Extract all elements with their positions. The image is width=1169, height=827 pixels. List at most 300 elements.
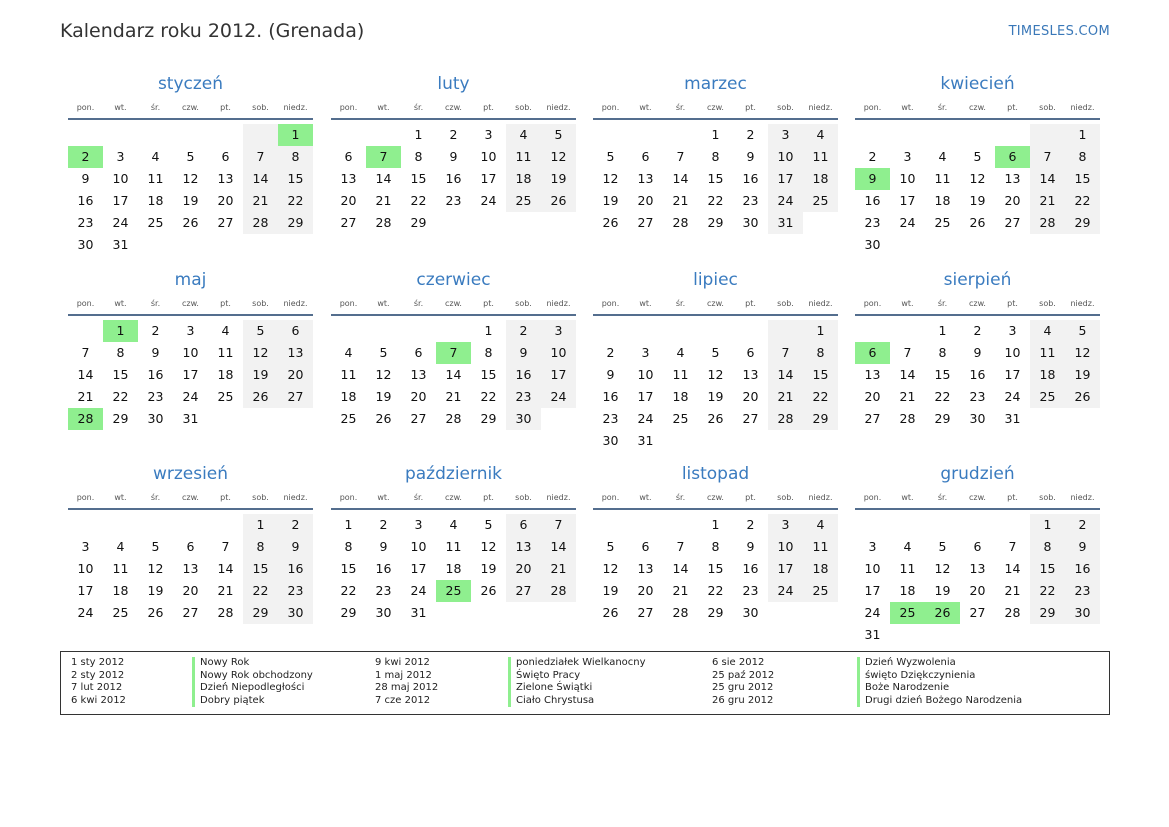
day-cell[interactable]: 20	[506, 558, 541, 580]
day-cell[interactable]: 24	[768, 580, 803, 602]
day-cell[interactable]: 18	[506, 168, 541, 190]
day-cell[interactable]: 13	[637, 561, 654, 576]
day-cell[interactable]: 29	[1030, 602, 1065, 624]
day-cell[interactable]: 18	[445, 561, 462, 576]
day-cell[interactable]: 22	[112, 389, 129, 404]
day-cell[interactable]: 29	[707, 605, 724, 620]
day-cell[interactable]: 7	[221, 539, 230, 554]
holiday-day-cell[interactable]: 25	[890, 602, 925, 624]
day-cell[interactable]: 11	[217, 345, 234, 360]
day-cell[interactable]: 23	[278, 580, 313, 602]
day-cell[interactable]: 7	[1030, 146, 1065, 168]
day-cell[interactable]: 23	[742, 583, 759, 598]
day-cell[interactable]: 14	[541, 536, 576, 558]
day-cell[interactable]: 13	[1004, 171, 1021, 186]
day-cell[interactable]: 13	[340, 171, 357, 186]
day-cell[interactable]: 14	[768, 364, 803, 386]
day-cell[interactable]: 17	[637, 389, 654, 404]
day-cell[interactable]: 15	[1030, 558, 1065, 580]
day-cell[interactable]: 13	[864, 367, 881, 382]
day-cell[interactable]: 28	[1030, 212, 1065, 234]
day-cell[interactable]: 31	[864, 627, 881, 642]
day-cell[interactable]: 26	[602, 215, 619, 230]
day-cell[interactable]: 29	[243, 602, 278, 624]
day-cell[interactable]: 2	[746, 127, 755, 142]
day-cell[interactable]: 25	[934, 215, 951, 230]
day-cell[interactable]: 21	[541, 558, 576, 580]
day-cell[interactable]: 25	[506, 190, 541, 212]
day-cell[interactable]: 2	[151, 323, 160, 338]
day-cell[interactable]: 1	[938, 323, 947, 338]
day-cell[interactable]: 30	[375, 605, 392, 620]
day-cell[interactable]: 20	[182, 583, 199, 598]
holiday-day-cell[interactable]: 26	[925, 602, 960, 624]
day-cell[interactable]: 28	[1004, 605, 1021, 620]
day-cell[interactable]: 2	[506, 320, 541, 342]
day-cell[interactable]: 14	[243, 168, 278, 190]
day-cell[interactable]: 1	[1030, 514, 1065, 536]
day-cell[interactable]: 3	[541, 320, 576, 342]
day-cell[interactable]: 16	[969, 367, 986, 382]
holiday-day-cell[interactable]: 2	[68, 146, 103, 168]
day-cell[interactable]: 17	[1004, 367, 1021, 382]
day-cell[interactable]: 18	[112, 583, 129, 598]
day-cell[interactable]: 3	[414, 517, 423, 532]
day-cell[interactable]: 20	[969, 583, 986, 598]
day-cell[interactable]: 17	[864, 583, 881, 598]
day-cell[interactable]: 16	[742, 561, 759, 576]
day-cell[interactable]: 13	[278, 342, 313, 364]
day-cell[interactable]: 26	[1065, 386, 1100, 408]
day-cell[interactable]: 4	[676, 345, 685, 360]
day-cell[interactable]: 6	[506, 514, 541, 536]
day-cell[interactable]: 11	[672, 367, 689, 382]
day-cell[interactable]: 30	[77, 237, 94, 252]
day-cell[interactable]: 13	[637, 171, 654, 186]
day-cell[interactable]: 18	[147, 193, 164, 208]
day-cell[interactable]: 29	[480, 411, 497, 426]
day-cell[interactable]: 25	[217, 389, 234, 404]
day-cell[interactable]: 16	[445, 171, 462, 186]
day-cell[interactable]: 30	[1065, 602, 1100, 624]
holiday-day-cell[interactable]: 25	[436, 580, 471, 602]
day-cell[interactable]: 14	[217, 561, 234, 576]
day-cell[interactable]: 12	[969, 171, 986, 186]
day-cell[interactable]: 5	[711, 345, 720, 360]
day-cell[interactable]: 17	[410, 561, 427, 576]
day-cell[interactable]: 18	[1030, 364, 1065, 386]
day-cell[interactable]: 24	[541, 386, 576, 408]
day-cell[interactable]: 18	[340, 389, 357, 404]
day-cell[interactable]: 6	[746, 345, 755, 360]
day-cell[interactable]: 27	[1004, 215, 1021, 230]
day-cell[interactable]: 16	[506, 364, 541, 386]
day-cell[interactable]: 29	[410, 215, 427, 230]
day-cell[interactable]: 27	[182, 605, 199, 620]
day-cell[interactable]: 10	[77, 561, 94, 576]
day-cell[interactable]: 8	[414, 149, 423, 164]
day-cell[interactable]: 18	[934, 193, 951, 208]
day-cell[interactable]: 26	[147, 605, 164, 620]
day-cell[interactable]: 23	[147, 389, 164, 404]
day-cell[interactable]: 5	[243, 320, 278, 342]
day-cell[interactable]: 28	[672, 215, 689, 230]
day-cell[interactable]: 29	[278, 212, 313, 234]
day-cell[interactable]: 10	[182, 345, 199, 360]
day-cell[interactable]: 22	[1065, 190, 1100, 212]
day-cell[interactable]: 24	[1004, 389, 1021, 404]
day-cell[interactable]: 23	[506, 386, 541, 408]
holiday-day-cell[interactable]: 6	[995, 146, 1030, 168]
day-cell[interactable]: 24	[637, 411, 654, 426]
day-cell[interactable]: 10	[480, 149, 497, 164]
day-cell[interactable]: 17	[182, 367, 199, 382]
day-cell[interactable]: 2	[606, 345, 615, 360]
day-cell[interactable]: 25	[672, 411, 689, 426]
day-cell[interactable]: 24	[182, 389, 199, 404]
day-cell[interactable]: 21	[445, 389, 462, 404]
day-cell[interactable]: 30	[278, 602, 313, 624]
day-cell[interactable]: 24	[77, 605, 94, 620]
day-cell[interactable]: 14	[672, 171, 689, 186]
day-cell[interactable]: 6	[641, 149, 650, 164]
day-cell[interactable]: 12	[182, 171, 199, 186]
day-cell[interactable]: 12	[147, 561, 164, 576]
day-cell[interactable]: 30	[506, 408, 541, 430]
day-cell[interactable]: 16	[1065, 558, 1100, 580]
day-cell[interactable]: 10	[541, 342, 576, 364]
day-cell[interactable]: 22	[934, 389, 951, 404]
day-cell[interactable]: 9	[746, 539, 755, 554]
day-cell[interactable]: 3	[116, 149, 125, 164]
day-cell[interactable]: 14	[1030, 168, 1065, 190]
day-cell[interactable]: 7	[676, 149, 685, 164]
day-cell[interactable]: 5	[938, 539, 947, 554]
day-cell[interactable]: 9	[973, 345, 982, 360]
day-cell[interactable]: 7	[541, 514, 576, 536]
day-cell[interactable]: 28	[217, 605, 234, 620]
holiday-day-cell[interactable]: 28	[68, 408, 103, 430]
day-cell[interactable]: 3	[868, 539, 877, 554]
day-cell[interactable]: 9	[81, 171, 90, 186]
day-cell[interactable]: 3	[484, 127, 493, 142]
day-cell[interactable]: 14	[899, 367, 916, 382]
day-cell[interactable]: 6	[221, 149, 230, 164]
day-cell[interactable]: 1	[803, 320, 838, 342]
day-cell[interactable]: 22	[707, 583, 724, 598]
day-cell[interactable]: 1	[711, 517, 720, 532]
day-cell[interactable]: 21	[375, 193, 392, 208]
day-cell[interactable]: 26	[243, 386, 278, 408]
day-cell[interactable]: 2	[746, 517, 755, 532]
day-cell[interactable]: 9	[151, 345, 160, 360]
day-cell[interactable]: 14	[672, 561, 689, 576]
day-cell[interactable]: 25	[112, 605, 129, 620]
day-cell[interactable]: 6	[186, 539, 195, 554]
day-cell[interactable]: 31	[1004, 411, 1021, 426]
day-cell[interactable]: 18	[803, 558, 838, 580]
day-cell[interactable]: 17	[77, 583, 94, 598]
day-cell[interactable]: 10	[1004, 345, 1021, 360]
day-cell[interactable]: 8	[803, 342, 838, 364]
day-cell[interactable]: 28	[375, 215, 392, 230]
day-cell[interactable]: 21	[672, 193, 689, 208]
day-cell[interactable]: 12	[707, 367, 724, 382]
day-cell[interactable]: 26	[375, 411, 392, 426]
day-cell[interactable]: 23	[445, 193, 462, 208]
day-cell[interactable]: 27	[969, 605, 986, 620]
day-cell[interactable]: 17	[112, 193, 129, 208]
site-link[interactable]: TIMESLES.COM	[1008, 24, 1110, 39]
day-cell[interactable]: 24	[410, 583, 427, 598]
day-cell[interactable]: 9	[746, 149, 755, 164]
day-cell[interactable]: 8	[484, 345, 493, 360]
day-cell[interactable]: 13	[969, 561, 986, 576]
day-cell[interactable]: 8	[711, 539, 720, 554]
day-cell[interactable]: 9	[1065, 536, 1100, 558]
day-cell[interactable]: 13	[182, 561, 199, 576]
day-cell[interactable]: 11	[803, 536, 838, 558]
holiday-day-cell[interactable]: 7	[436, 342, 471, 364]
day-cell[interactable]: 26	[182, 215, 199, 230]
day-cell[interactable]: 11	[445, 539, 462, 554]
day-cell[interactable]: 8	[711, 149, 720, 164]
day-cell[interactable]: 12	[243, 342, 278, 364]
day-cell[interactable]: 26	[602, 605, 619, 620]
day-cell[interactable]: 9	[606, 367, 615, 382]
day-cell[interactable]: 10	[768, 536, 803, 558]
day-cell[interactable]: 26	[480, 583, 497, 598]
day-cell[interactable]: 15	[480, 367, 497, 382]
day-cell[interactable]: 15	[934, 367, 951, 382]
day-cell[interactable]: 7	[81, 345, 90, 360]
day-cell[interactable]: 25	[1030, 386, 1065, 408]
day-cell[interactable]: 23	[375, 583, 392, 598]
day-cell[interactable]: 12	[375, 367, 392, 382]
day-cell[interactable]: 16	[278, 558, 313, 580]
day-cell[interactable]: 11	[112, 561, 129, 576]
day-cell[interactable]: 11	[1030, 342, 1065, 364]
day-cell[interactable]: 24	[768, 190, 803, 212]
day-cell[interactable]: 28	[243, 212, 278, 234]
day-cell[interactable]: 4	[449, 517, 458, 532]
day-cell[interactable]: 11	[803, 146, 838, 168]
day-cell[interactable]: 5	[541, 124, 576, 146]
day-cell[interactable]: 20	[742, 389, 759, 404]
day-cell[interactable]: 20	[410, 389, 427, 404]
day-cell[interactable]: 12	[480, 539, 497, 554]
day-cell[interactable]: 2	[449, 127, 458, 142]
day-cell[interactable]: 19	[602, 193, 619, 208]
day-cell[interactable]: 18	[899, 583, 916, 598]
day-cell[interactable]: 28	[541, 580, 576, 602]
day-cell[interactable]: 23	[602, 411, 619, 426]
day-cell[interactable]: 15	[410, 171, 427, 186]
day-cell[interactable]: 14	[1004, 561, 1021, 576]
day-cell[interactable]: 9	[379, 539, 388, 554]
day-cell[interactable]: 25	[147, 215, 164, 230]
day-cell[interactable]: 11	[147, 171, 164, 186]
day-cell[interactable]: 15	[707, 171, 724, 186]
day-cell[interactable]: 8	[1065, 146, 1100, 168]
day-cell[interactable]: 15	[278, 168, 313, 190]
day-cell[interactable]: 19	[602, 583, 619, 598]
day-cell[interactable]: 20	[278, 364, 313, 386]
day-cell[interactable]: 5	[186, 149, 195, 164]
day-cell[interactable]: 17	[899, 193, 916, 208]
day-cell[interactable]: 15	[1065, 168, 1100, 190]
day-cell[interactable]: 16	[742, 171, 759, 186]
day-cell[interactable]: 8	[344, 539, 353, 554]
day-cell[interactable]: 21	[217, 583, 234, 598]
day-cell[interactable]: 15	[707, 561, 724, 576]
day-cell[interactable]: 9	[278, 536, 313, 558]
day-cell[interactable]: 29	[707, 215, 724, 230]
holiday-day-cell[interactable]: 9	[855, 168, 890, 190]
day-cell[interactable]: 24	[112, 215, 129, 230]
day-cell[interactable]: 11	[340, 367, 357, 382]
day-cell[interactable]: 28	[672, 605, 689, 620]
holiday-day-cell[interactable]: 6	[855, 342, 890, 364]
day-cell[interactable]: 10	[112, 171, 129, 186]
day-cell[interactable]: 22	[707, 193, 724, 208]
day-cell[interactable]: 24	[864, 605, 881, 620]
day-cell[interactable]: 19	[934, 583, 951, 598]
day-cell[interactable]: 31	[410, 605, 427, 620]
day-cell[interactable]: 10	[864, 561, 881, 576]
day-cell[interactable]: 23	[77, 215, 94, 230]
day-cell[interactable]: 15	[340, 561, 357, 576]
day-cell[interactable]: 19	[541, 168, 576, 190]
day-cell[interactable]: 19	[1065, 364, 1100, 386]
day-cell[interactable]: 21	[899, 389, 916, 404]
day-cell[interactable]: 6	[344, 149, 353, 164]
day-cell[interactable]: 22	[410, 193, 427, 208]
day-cell[interactable]: 16	[147, 367, 164, 382]
day-cell[interactable]: 5	[606, 149, 615, 164]
day-cell[interactable]: 25	[803, 190, 838, 212]
day-cell[interactable]: 27	[217, 215, 234, 230]
day-cell[interactable]: 29	[1065, 212, 1100, 234]
holiday-day-cell[interactable]: 1	[278, 124, 313, 146]
day-cell[interactable]: 27	[340, 215, 357, 230]
day-cell[interactable]: 21	[1030, 190, 1065, 212]
day-cell[interactable]: 7	[243, 146, 278, 168]
day-cell[interactable]: 4	[151, 149, 160, 164]
day-cell[interactable]: 17	[768, 168, 803, 190]
day-cell[interactable]: 6	[973, 539, 982, 554]
day-cell[interactable]: 8	[243, 536, 278, 558]
day-cell[interactable]: 19	[375, 389, 392, 404]
day-cell[interactable]: 27	[637, 605, 654, 620]
day-cell[interactable]: 13	[217, 171, 234, 186]
day-cell[interactable]: 10	[768, 146, 803, 168]
day-cell[interactable]: 1	[344, 517, 353, 532]
day-cell[interactable]: 1	[484, 323, 493, 338]
day-cell[interactable]: 29	[340, 605, 357, 620]
day-cell[interactable]: 28	[899, 411, 916, 426]
day-cell[interactable]: 9	[449, 149, 458, 164]
day-cell[interactable]: 3	[768, 124, 803, 146]
day-cell[interactable]: 4	[221, 323, 230, 338]
day-cell[interactable]: 2	[278, 514, 313, 536]
day-cell[interactable]: 2	[1065, 514, 1100, 536]
day-cell[interactable]: 20	[340, 193, 357, 208]
day-cell[interactable]: 11	[506, 146, 541, 168]
day-cell[interactable]: 24	[899, 215, 916, 230]
day-cell[interactable]: 3	[186, 323, 195, 338]
day-cell[interactable]: 17	[480, 171, 497, 186]
day-cell[interactable]: 3	[81, 539, 90, 554]
day-cell[interactable]: 3	[1008, 323, 1017, 338]
day-cell[interactable]: 3	[903, 149, 912, 164]
day-cell[interactable]: 4	[344, 345, 353, 360]
day-cell[interactable]: 19	[147, 583, 164, 598]
day-cell[interactable]: 22	[278, 190, 313, 212]
day-cell[interactable]: 31	[637, 433, 654, 448]
day-cell[interactable]: 1	[711, 127, 720, 142]
day-cell[interactable]: 20	[864, 389, 881, 404]
day-cell[interactable]: 4	[506, 124, 541, 146]
day-cell[interactable]: 23	[864, 215, 881, 230]
day-cell[interactable]: 4	[938, 149, 947, 164]
day-cell[interactable]: 4	[1030, 320, 1065, 342]
day-cell[interactable]: 27	[506, 580, 541, 602]
day-cell[interactable]: 16	[864, 193, 881, 208]
day-cell[interactable]: 20	[637, 583, 654, 598]
day-cell[interactable]: 17	[541, 364, 576, 386]
day-cell[interactable]: 23	[969, 389, 986, 404]
day-cell[interactable]: 18	[672, 389, 689, 404]
day-cell[interactable]: 2	[973, 323, 982, 338]
day-cell[interactable]: 9	[506, 342, 541, 364]
day-cell[interactable]: 20	[1004, 193, 1021, 208]
day-cell[interactable]: 21	[672, 583, 689, 598]
day-cell[interactable]: 21	[768, 386, 803, 408]
day-cell[interactable]: 5	[484, 517, 493, 532]
day-cell[interactable]: 27	[410, 411, 427, 426]
day-cell[interactable]: 11	[934, 171, 951, 186]
day-cell[interactable]: 13	[506, 536, 541, 558]
day-cell[interactable]: 30	[147, 411, 164, 426]
day-cell[interactable]: 29	[803, 408, 838, 430]
day-cell[interactable]: 30	[602, 433, 619, 448]
day-cell[interactable]: 22	[803, 386, 838, 408]
day-cell[interactable]: 24	[480, 193, 497, 208]
day-cell[interactable]: 7	[768, 342, 803, 364]
day-cell[interactable]: 8	[1030, 536, 1065, 558]
day-cell[interactable]: 19	[969, 193, 986, 208]
day-cell[interactable]: 5	[151, 539, 160, 554]
day-cell[interactable]: 27	[864, 411, 881, 426]
holiday-day-cell[interactable]: 7	[366, 146, 401, 168]
day-cell[interactable]: 19	[707, 389, 724, 404]
day-cell[interactable]: 10	[410, 539, 427, 554]
day-cell[interactable]: 1	[414, 127, 423, 142]
day-cell[interactable]: 4	[116, 539, 125, 554]
day-cell[interactable]: 22	[480, 389, 497, 404]
day-cell[interactable]: 31	[768, 212, 803, 234]
day-cell[interactable]: 19	[480, 561, 497, 576]
day-cell[interactable]: 12	[1065, 342, 1100, 364]
day-cell[interactable]: 20	[637, 193, 654, 208]
day-cell[interactable]: 19	[243, 364, 278, 386]
day-cell[interactable]: 29	[112, 411, 129, 426]
day-cell[interactable]: 28	[768, 408, 803, 430]
day-cell[interactable]: 18	[803, 168, 838, 190]
day-cell[interactable]: 8	[278, 146, 313, 168]
day-cell[interactable]: 3	[641, 345, 650, 360]
